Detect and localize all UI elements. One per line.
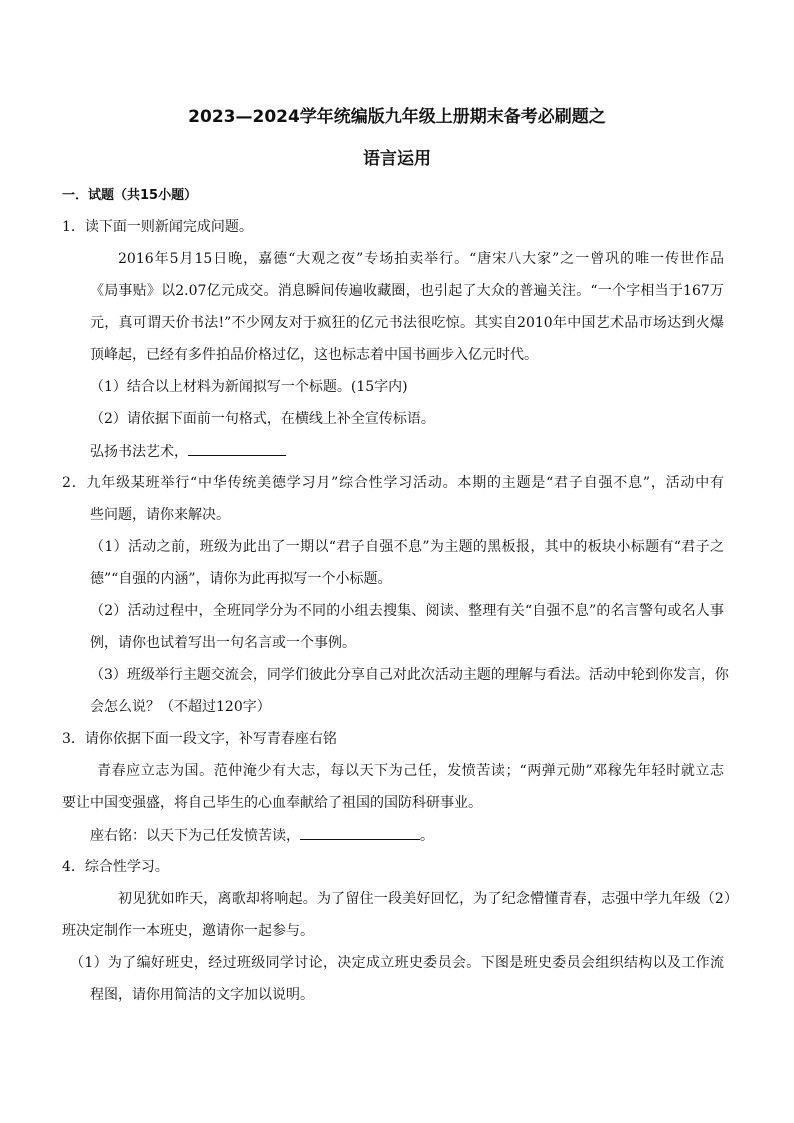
question-1-slogan <box>90 441 286 462</box>
slogan-answer-blank[interactable] <box>188 441 286 456</box>
motto-answer-blank[interactable] <box>300 825 420 840</box>
question-4-passage-line: 班决定制作一本班史，邀请你一起参与。 <box>62 923 314 939</box>
question-4-sub-1-line: （1）为了编好班史，经过班级同学讨论，决定成立班史委员会。下图是班史委员会组织结构以及工作流 <box>70 955 724 971</box>
question-2-sub-1-line: 德”“自强的内涵”，请你为此再拟写一个小标题。 <box>90 571 392 587</box>
question-3-passage-line: 要让中国变强盛，将自己毕生的心血奉献给了祖国的国防科研事业。 <box>62 795 482 811</box>
page-title: 2023—2024学年统编版九年级上册期末备考必刷题之 <box>188 107 606 127</box>
question-1-sub-1: （1）结合以上材料为新闻拟写一个标题。(15字内) <box>90 379 408 395</box>
question-4-sub-1-line: 程图，请你用简洁的文字加以说明。 <box>90 987 314 1003</box>
question-2-sub-3-line: 会怎么说？（不超过120字） <box>90 699 271 715</box>
page-subtitle: 语言运用 <box>363 149 431 169</box>
question-3-passage-line: 青春应立志为国。范仲淹少有大志，每以天下为己任，发愤苦读；“两弹元勋”邓稼先年轻时就立志 <box>97 763 724 779</box>
question-2-sub-3-line: （3）班级举行主题交流会，同学们彼此分享自己对此次活动主题的理解与看法。活动中轮到你发言，你 <box>90 667 729 683</box>
question-2-sub-2-line: 例，请你也试着写出一句名言或一个事例。 <box>90 635 356 651</box>
question-2-stem-line: 2．九年级某班举行“中华传统美德学习月”综合性学习活动。本期的主题是“君子自强不息”，活动中有 <box>62 475 724 491</box>
question-1-passage-line: 《局事贴》以2.07亿元成交。消息瞬间传遍收藏圈，也引起了大众的普遍关注。“一个字相当于167万 <box>90 283 724 299</box>
question-1-stem: 1．读下面一则新闻完成问题。 <box>62 219 253 235</box>
question-2-sub-2-line: （2）活动过程中，全班同学分为不同的小组去搜集、阅读、整理有关“自强不息”的名言警句或名人事 <box>90 603 724 619</box>
motto-prefix: 座右铭：以天下为己任发愤苦读， <box>90 828 300 844</box>
question-1-passage-line: 2016年5月15日晚，嘉德“大观之夜”专场拍卖举行。“唐宋八大家”之一曾巩的唯一传世作品 <box>118 251 724 267</box>
question-1-passage-line: 顶峰起，已经有多件拍品价格过亿，这也标志着中国书画步入亿元时代。 <box>90 347 538 363</box>
question-2-sub-1-line: （1）活动之前，班级为此出了一期以“君子自强不息”为主题的黑板报，其中的板块小标题有“君子之 <box>90 539 724 555</box>
question-3-stem: 3．请你依据下面一段文字，补写青春座右铭 <box>62 731 337 747</box>
question-1-sub-2: （2）请依据下面前一句格式，在横线上补全宣传标语。 <box>90 411 435 427</box>
question-2-stem-line: 些问题，请你来解决。 <box>90 507 230 523</box>
question-4-passage-line: 初见犹如昨天，离歌却将响起。为了留住一段美好回忆，为了纪念懵懂青春，志强中学九年级（2） <box>118 891 738 907</box>
section-heading: 一．试题（共15小题） <box>62 188 198 203</box>
slogan-prefix: 弘扬书法艺术， <box>90 444 188 460</box>
motto-end: 。 <box>420 828 434 844</box>
question-1-passage-line: 元，真可谓天价书法!”不少网友对于疯狂的亿元书法很吃惊。其实自2010年中国艺术品市场达到火爆 <box>90 315 724 331</box>
question-3-motto <box>90 825 434 846</box>
question-4-stem: 4．综合性学习。 <box>62 859 169 875</box>
